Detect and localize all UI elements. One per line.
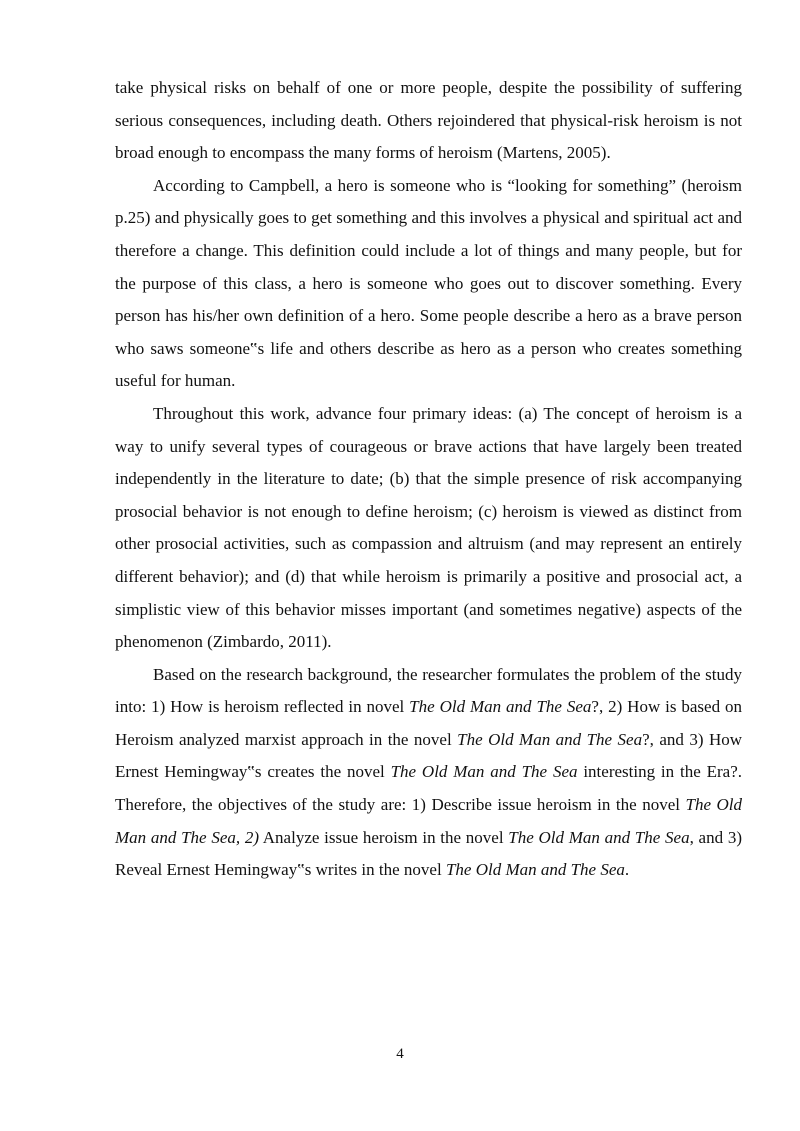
novel-title: The Old Man and The Sea: [390, 762, 578, 782]
paragraph-3-text: Throughout this work, advance four primary ideas: (a) The concept of heroism is a way to unify several types of courageous or brave actions that have largely been treated independently in the literature to date; (b) that the simple presence of risk accompanying prosocial behavior is not enough to define heroism; (c) heroism is viewed as distinct from other prosocial activities, such as compassion and altruism (and may represent an entirely different behavior); and (d) that while heroism is primarily a positive and prosocial act, a simplistic view of this behavior misses important (and sometimes negative) aspects of the phenomenon (Zimbardo, 2011).: [115, 403, 742, 652]
paragraph-3: [115, 398, 742, 659]
novel-title: The Old Man and The Sea, 2): [115, 795, 742, 847]
paragraph-4: [115, 659, 742, 887]
paragraph-2: [115, 170, 742, 398]
page-number: 4: [396, 1046, 404, 1062]
paragraph-2-text: According to Campbell, a hero is someone who is “looking for something” (heroism p.25) and physically goes to get something and this involves a physical and spiritual act and therefore a change. This definition could include a lot of things and many people, but for the purpose of this class, a hero is someone who goes out to discover something. Every person has his/her own definition of a hero. Some people describe a hero as a brave person who saws someone‟s life and others describe as hero as a person who creates something useful for human.: [115, 175, 742, 391]
paragraph-4-segment-5: ?, and 3) How Ernest Hemingway‟s creates the novel: [115, 729, 742, 782]
body-text: [115, 72, 742, 887]
paragraph-1: [115, 72, 742, 170]
novel-title: The Old Man and The Sea: [445, 860, 625, 880]
paragraph-4-segment-11: , and 3) Reveal Ernest Hemingway‟s writes in the novel: [115, 827, 742, 880]
paragraph-4-segment-7: interesting in the Era?. Therefore, the objectives of the study are: 1) Describe issue heroism in the novel: [115, 762, 742, 815]
paragraph-4-segment-13: .: [624, 860, 630, 880]
paragraph-4-segment-9: Analyze issue heroism in the novel: [259, 827, 509, 847]
novel-title: The Old Man and The Sea: [508, 827, 690, 847]
novel-title: The Old Man and The Sea: [457, 729, 643, 749]
novel-title: The Old Man and The Sea: [409, 697, 592, 717]
paragraph-4-segment-3: ?, 2) How is based on Heroism analyzed marxist approach in the novel: [115, 697, 742, 749]
paragraph-1-text: take physical risks on behalf of one or more people, despite the possibility of suffering serious consequences, including death. Others rejoindered that physical-risk heroism is not broad enough to encompass the many forms of heroism (Martens, 2005).: [115, 78, 742, 163]
paragraph-4-segment-1: Based on the research background, the researcher formulates the problem of the study into: 1) How is heroism reflected in novel: [115, 664, 742, 717]
